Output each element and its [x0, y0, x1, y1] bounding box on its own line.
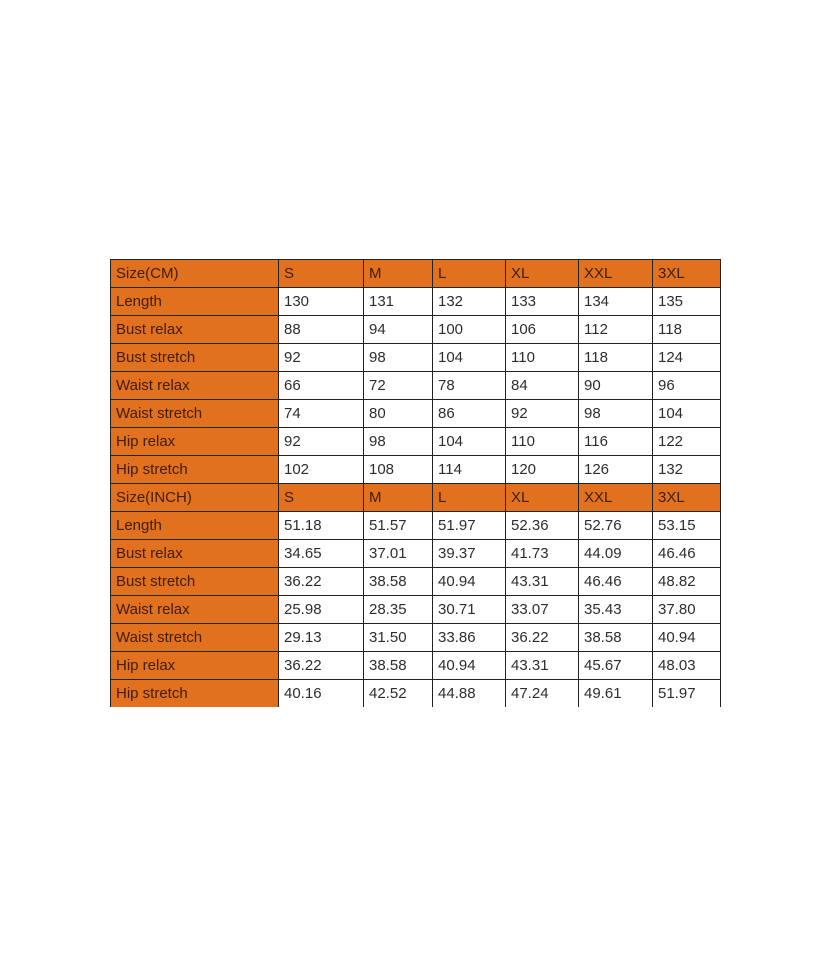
- cell-value: 38.58: [364, 652, 433, 680]
- cell-value: 92: [279, 344, 364, 372]
- row-label: Waist relax: [111, 372, 279, 400]
- cell-value: 74: [279, 400, 364, 428]
- cell-value: 92: [279, 428, 364, 456]
- column-header-3xl: 3XL: [653, 484, 721, 512]
- cell-value: 29.13: [279, 624, 364, 652]
- cell-value: 92: [506, 400, 579, 428]
- cell-value: 31.50: [364, 624, 433, 652]
- cell-value: 104: [653, 400, 721, 428]
- size-chart-table: [110, 259, 721, 707]
- row-label: Hip stretch: [111, 456, 279, 484]
- cell-value: 135: [653, 288, 721, 316]
- row-label: Bust stretch: [111, 568, 279, 596]
- cell-value: 44.88: [433, 680, 506, 708]
- cell-value: 42.52: [364, 680, 433, 708]
- cell-value: 88: [279, 316, 364, 344]
- row-label: Waist stretch: [111, 624, 279, 652]
- table-row: [111, 428, 721, 456]
- cell-value: 84: [506, 372, 579, 400]
- cell-value: 133: [506, 288, 579, 316]
- table-row: [111, 456, 721, 484]
- column-header-m: M: [364, 260, 433, 288]
- cell-value: 122: [653, 428, 721, 456]
- row-label: Bust stretch: [111, 344, 279, 372]
- table-row: [111, 288, 721, 316]
- cell-value: 52.76: [579, 512, 653, 540]
- cell-value: 120: [506, 456, 579, 484]
- cell-value: 98: [364, 428, 433, 456]
- table-row: [111, 624, 721, 652]
- cell-value: 124: [653, 344, 721, 372]
- column-header-xxl: XXL: [579, 260, 653, 288]
- row-label: Hip relax: [111, 428, 279, 456]
- cell-value: 46.46: [579, 568, 653, 596]
- table-row: [111, 596, 721, 624]
- cell-value: 126: [579, 456, 653, 484]
- cell-value: 118: [653, 316, 721, 344]
- cell-value: 78: [433, 372, 506, 400]
- cell-value: 49.61: [579, 680, 653, 708]
- table-row: [111, 400, 721, 428]
- cell-value: 116: [579, 428, 653, 456]
- cell-value: 51.57: [364, 512, 433, 540]
- section-header-inch: Size(INCH): [111, 484, 279, 512]
- cell-value: 104: [433, 428, 506, 456]
- table-row-header-cm: [111, 260, 721, 288]
- cell-value: 35.43: [579, 596, 653, 624]
- cell-value: 40.94: [433, 568, 506, 596]
- row-label: Bust relax: [111, 316, 279, 344]
- cell-value: 43.31: [506, 652, 579, 680]
- table-row: [111, 512, 721, 540]
- cell-value: 40.94: [653, 624, 721, 652]
- column-header-s: S: [279, 484, 364, 512]
- cell-value: 112: [579, 316, 653, 344]
- table-row: [111, 652, 721, 680]
- cell-value: 110: [506, 344, 579, 372]
- cell-value: 80: [364, 400, 433, 428]
- section-header-cm: Size(CM): [111, 260, 279, 288]
- row-label: Hip relax: [111, 652, 279, 680]
- cell-value: 98: [364, 344, 433, 372]
- cell-value: 96: [653, 372, 721, 400]
- column-header-xl: XL: [506, 484, 579, 512]
- column-header-xxl: XXL: [579, 484, 653, 512]
- row-label: Waist stretch: [111, 400, 279, 428]
- cell-value: 48.03: [653, 652, 721, 680]
- cell-value: 37.01: [364, 540, 433, 568]
- cell-value: 86: [433, 400, 506, 428]
- cell-value: 110: [506, 428, 579, 456]
- cell-value: 108: [364, 456, 433, 484]
- cell-value: 98: [579, 400, 653, 428]
- cell-value: 106: [506, 316, 579, 344]
- table-row: [111, 344, 721, 372]
- table-row: [111, 316, 721, 344]
- cell-value: 43.31: [506, 568, 579, 596]
- table-row: [111, 680, 721, 708]
- cell-value: 100: [433, 316, 506, 344]
- column-header-l: L: [433, 484, 506, 512]
- cell-value: 130: [279, 288, 364, 316]
- column-header-xl: XL: [506, 260, 579, 288]
- table-row: [111, 372, 721, 400]
- cell-value: 30.71: [433, 596, 506, 624]
- cell-value: 47.24: [506, 680, 579, 708]
- cell-value: 34.65: [279, 540, 364, 568]
- cell-value: 37.80: [653, 596, 721, 624]
- cell-value: 38.58: [579, 624, 653, 652]
- cell-value: 45.67: [579, 652, 653, 680]
- cell-value: 41.73: [506, 540, 579, 568]
- cell-value: 134: [579, 288, 653, 316]
- row-label: Length: [111, 288, 279, 316]
- cell-value: 48.82: [653, 568, 721, 596]
- cell-value: 40.94: [433, 652, 506, 680]
- table-row: [111, 540, 721, 568]
- cell-value: 46.46: [653, 540, 721, 568]
- cell-value: 28.35: [364, 596, 433, 624]
- cell-value: 90: [579, 372, 653, 400]
- column-header-s: S: [279, 260, 364, 288]
- cell-value: 52.36: [506, 512, 579, 540]
- column-header-l: L: [433, 260, 506, 288]
- cell-value: 132: [653, 456, 721, 484]
- cell-value: 102: [279, 456, 364, 484]
- cell-value: 51.97: [653, 680, 721, 708]
- cell-value: 36.22: [506, 624, 579, 652]
- cell-value: 36.22: [279, 568, 364, 596]
- cell-value: 44.09: [579, 540, 653, 568]
- cell-value: 72: [364, 372, 433, 400]
- cell-value: 66: [279, 372, 364, 400]
- column-header-3xl: 3XL: [653, 260, 721, 288]
- cell-value: 38.58: [364, 568, 433, 596]
- cell-value: 94: [364, 316, 433, 344]
- table-row-header-inch: [111, 484, 721, 512]
- table-row: [111, 568, 721, 596]
- size-chart: [110, 259, 721, 707]
- row-label: Waist relax: [111, 596, 279, 624]
- cell-value: 118: [579, 344, 653, 372]
- row-label: Bust relax: [111, 540, 279, 568]
- cell-value: 53.15: [653, 512, 721, 540]
- cell-value: 33.07: [506, 596, 579, 624]
- row-label: Hip stretch: [111, 680, 279, 708]
- cell-value: 132: [433, 288, 506, 316]
- cell-value: 40.16: [279, 680, 364, 708]
- cell-value: 51.97: [433, 512, 506, 540]
- cell-value: 131: [364, 288, 433, 316]
- cell-value: 104: [433, 344, 506, 372]
- column-header-m: M: [364, 484, 433, 512]
- cell-value: 25.98: [279, 596, 364, 624]
- cell-value: 114: [433, 456, 506, 484]
- cell-value: 36.22: [279, 652, 364, 680]
- cell-value: 39.37: [433, 540, 506, 568]
- row-label: Length: [111, 512, 279, 540]
- cell-value: 51.18: [279, 512, 364, 540]
- cell-value: 33.86: [433, 624, 506, 652]
